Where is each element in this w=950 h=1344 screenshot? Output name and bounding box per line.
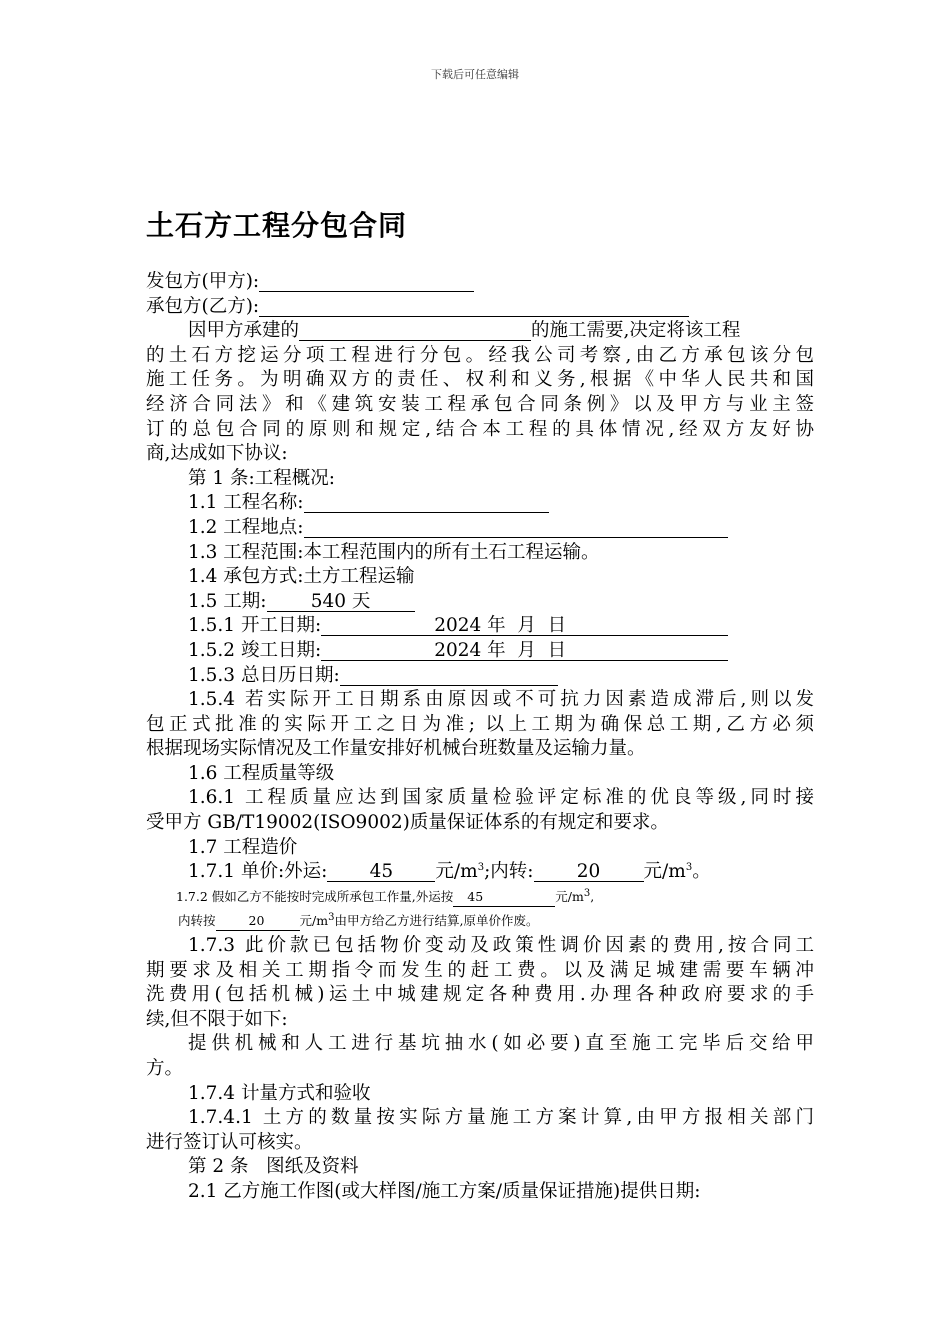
period-label: 1.5 工期: bbox=[188, 590, 267, 612]
quality-heading: 1.6 工程质量等级 bbox=[188, 762, 335, 784]
price-mid-text: ;内转: bbox=[484, 861, 534, 883]
contractor-label: 承包方(乙方): bbox=[146, 295, 260, 317]
period-line bbox=[146, 590, 814, 615]
contractor-blank[interactable] bbox=[259, 298, 689, 317]
end-date-line bbox=[146, 639, 814, 664]
project-site-label: 1.2 工程地点: bbox=[188, 516, 304, 538]
project-name-blank[interactable] bbox=[304, 494, 549, 513]
measure-heading: 1.7.4 计量方式和验收 bbox=[188, 1082, 371, 1104]
start-date-line bbox=[146, 614, 814, 639]
cubic-sup: 3 bbox=[328, 912, 335, 924]
end-date-text: 2024 年 月 日 bbox=[434, 639, 567, 661]
art1-heading: 第 1 条:工程概况: bbox=[188, 467, 335, 489]
fees-line-4: 续,但不限于如下: bbox=[146, 1008, 288, 1030]
penalty-end-a: , bbox=[590, 888, 595, 904]
quality-line-1: 1.6.1 工程质量应达到国家质量检验评定标准的优良等级,同时接 bbox=[188, 787, 814, 809]
project-blank[interactable] bbox=[299, 322, 531, 341]
total-days-blank[interactable] bbox=[340, 667, 558, 686]
project-site-line bbox=[146, 516, 814, 541]
fees-line-3: 洗费用(包括机械)运土中城建规定各种费用.办理各种政府要求的手 bbox=[146, 984, 814, 1006]
intro-line-5: 订的总包合同的原则和规定,结合本工程的具体情况,经双方友好协 bbox=[146, 418, 814, 440]
delay-line-3: 根据现场实际情况及工作量安排好机械台班数量及运输力量。 bbox=[146, 738, 646, 760]
art2-item-1: 2.1 乙方施工作图(或大样图/施工方案/质量保证措施)提供日期: bbox=[188, 1180, 701, 1202]
end-date-value[interactable] bbox=[321, 639, 728, 661]
price-unit-out: 元/m bbox=[435, 861, 478, 883]
penalty-unit-a: 元/m bbox=[555, 888, 584, 904]
penalty-out-text: 45 bbox=[467, 888, 484, 904]
project-name-line bbox=[146, 491, 814, 516]
end-date-label: 1.5.2 竣工日期: bbox=[188, 639, 322, 661]
cubic-sup: 3 bbox=[685, 862, 693, 874]
scope-line: 1.3 工程范围:本工程范围内的所有土石工程运输。 bbox=[188, 541, 600, 563]
intro-line-2: 的土石方挖运分项工程进行分包。经我公司考察,由乙方承包该分包 bbox=[146, 344, 814, 366]
intro-line-1 bbox=[146, 319, 814, 344]
header-note: 下载后可任意编辑 bbox=[431, 68, 519, 81]
pump-line-2: 方。 bbox=[146, 1058, 184, 1079]
measure-line-2: 进行签订认可核实。 bbox=[146, 1131, 313, 1153]
penalty-text-a: 1.7.2 假如乙方不能按时完成所承包工作量,外运按 bbox=[176, 888, 454, 904]
delay-line-1: 1.5.4 若实际开工日期系由原因或不可抗力因素造成滞后,则以发 bbox=[188, 689, 814, 711]
intro-line-4: 经济合同法》和《建筑安装工程承包合同条例》以及甲方与业主签 bbox=[146, 393, 814, 415]
pump-line-1: 提供机械和人工进行基坑抽水(如必要)直至施工完毕后交给甲 bbox=[188, 1033, 814, 1055]
measure-line-1: 1.7.4.1 土方的数量按实际方量施工方案计算,由甲方报相关部门 bbox=[188, 1107, 814, 1129]
contract-title: 土石方工程分包合同 bbox=[146, 209, 408, 242]
contractor-line bbox=[146, 295, 814, 320]
penalty-text-b: 内转按 bbox=[178, 913, 216, 929]
cubic-sup: 3 bbox=[477, 862, 485, 874]
project-site-blank[interactable] bbox=[304, 519, 728, 538]
penalty-end-b: 由甲方给乙方进行结算,原单价作废。 bbox=[334, 913, 539, 929]
employer-label: 发包方(甲方): bbox=[146, 271, 260, 292]
employer-line bbox=[146, 270, 814, 295]
start-date-label: 1.5.1 开工日期: bbox=[188, 615, 322, 637]
total-days-line bbox=[146, 664, 814, 689]
start-date-text: 2024 年 月 日 bbox=[434, 615, 567, 637]
cubic-sup: 3 bbox=[583, 887, 591, 899]
penalty-unit-b: 元/m bbox=[299, 913, 329, 929]
intro-line-6: 商,达成如下协议: bbox=[146, 443, 288, 465]
unit-price-label: 1.7.1 单价:外运: bbox=[188, 861, 328, 883]
method-line: 1.4 承包方式:土方工程运输 bbox=[188, 566, 415, 588]
start-date-value[interactable] bbox=[321, 617, 728, 636]
quality-line-2: 受甲方 GB/T19002(ISO9002)质量保证体系的有规定和要求。 bbox=[146, 812, 669, 834]
intro-text-b: 的施工需要,决定将该工程 bbox=[531, 320, 741, 342]
cost-heading: 1.7 工程造价 bbox=[188, 836, 298, 858]
project-name-label: 1.1 工程名称: bbox=[188, 492, 304, 514]
unit-price-line bbox=[146, 860, 814, 885]
employer-blank[interactable] bbox=[259, 273, 474, 292]
fees-line-2: 期要求及相关工期指令而发生的赶工费。以及满足城建需要车辆冲 bbox=[146, 959, 814, 981]
contract-body bbox=[146, 270, 814, 1205]
art2-heading: 第 2 条 图纸及资料 bbox=[188, 1156, 359, 1178]
price-unit-in: 元/m bbox=[643, 861, 686, 883]
intro-line-3: 施工任务。为明确双方的责任、权利和义务,根据《中华人民共和国 bbox=[146, 369, 814, 391]
penalty-in-text: 20 bbox=[248, 913, 265, 929]
penalty-out-value[interactable] bbox=[453, 888, 555, 907]
total-days-label: 1.5.3 总日历日期: bbox=[188, 664, 340, 686]
delay-line-2: 包正式批准的实际开工之日为准; 以上工期为确保总工期,乙方必须 bbox=[146, 713, 814, 735]
penalty-line-2 bbox=[146, 909, 814, 934]
period-value[interactable]: 540 天 bbox=[267, 593, 415, 612]
fees-line-1: 1.7.3 此价款已包括物价变动及政策性调价因素的费用,按合同工 bbox=[188, 935, 814, 957]
penalty-in-value[interactable] bbox=[216, 912, 300, 931]
penalty-line-1 bbox=[146, 885, 814, 910]
price-end: 。 bbox=[692, 861, 711, 883]
price-out-value[interactable]: 45 bbox=[327, 863, 435, 882]
intro-text-a: 因甲方承建的 bbox=[188, 320, 300, 342]
price-in-value[interactable]: 20 bbox=[534, 863, 644, 882]
